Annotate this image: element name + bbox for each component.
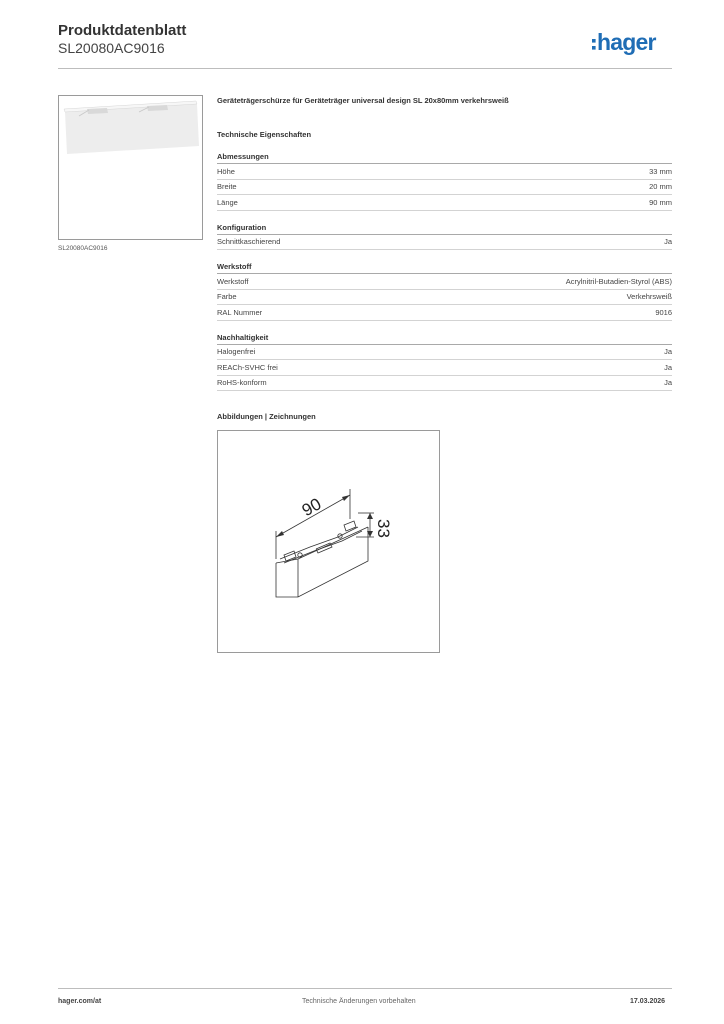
table-row — [217, 360, 672, 376]
row-label: Halogenfrei — [217, 347, 256, 357]
table-row — [217, 345, 672, 361]
table-row — [217, 235, 672, 251]
table-row — [217, 305, 672, 321]
group-sustainability — [217, 332, 672, 392]
group-title: Werkstoff — [217, 261, 672, 274]
table-row — [217, 164, 672, 180]
table-row — [217, 376, 672, 392]
row-value: Acrylnitril-Butadien-Styrol (ABS) — [565, 276, 672, 286]
row-label: REACh-SVHC frei — [217, 362, 278, 372]
row-label: RAL Nummer — [217, 307, 263, 317]
row-label: Höhe — [217, 166, 235, 176]
row-value: Ja — [664, 362, 672, 372]
product-image-caption: SL20080AC9016 — [58, 245, 108, 252]
row-label: Farbe — [217, 292, 237, 302]
length-dimension-label: 90 — [298, 494, 325, 521]
row-value: 33 mm — [649, 166, 672, 176]
product-headline: Geräteträgerschürze für Geräteträger universal design SL 20x80mm verkehrsweiß — [217, 96, 509, 105]
drawings-title: Abbildungen | Zeichnungen — [217, 412, 316, 421]
group-dimensions — [217, 151, 672, 211]
group-title: Nachhaltigkeit — [217, 332, 672, 345]
row-label: RoHS-konform — [217, 378, 267, 388]
hager-logo — [592, 30, 674, 56]
table-row — [217, 290, 672, 306]
row-label: Breite — [217, 182, 237, 192]
row-value: Verkehrsweiß — [626, 292, 672, 302]
table-row — [217, 180, 672, 196]
technical-properties-title: Technische Eigenschaften — [217, 130, 312, 139]
group-title: Abmessungen — [217, 151, 672, 164]
row-value: 20 mm — [649, 182, 672, 192]
group-configuration — [217, 222, 672, 251]
row-value: 9016 — [655, 307, 672, 317]
product-details — [217, 95, 672, 423]
row-value: Ja — [664, 347, 672, 357]
table-row — [217, 274, 672, 290]
header-divider — [58, 68, 672, 69]
group-title: Konfiguration — [217, 222, 672, 235]
table-row — [217, 195, 672, 211]
footer-date: 17.03.2026 — [630, 998, 666, 1005]
row-value: Ja — [664, 378, 672, 388]
product-image — [58, 95, 203, 240]
footer-website-link[interactable]: hager.com/at — [58, 998, 102, 1005]
row-value: Ja — [664, 237, 672, 247]
height-dimension-label: 33 — [374, 519, 393, 538]
group-material — [217, 261, 672, 321]
row-label: Werkstoff — [217, 276, 249, 286]
row-value: 90 mm — [649, 197, 672, 207]
page-title: Produktdatenblatt — [58, 22, 187, 39]
row-label: Länge — [217, 197, 238, 207]
logo-wordmark: hager — [597, 30, 656, 55]
row-label: Schnittkaschierend — [217, 237, 281, 247]
footer-divider — [58, 988, 672, 989]
product-code: SL20080AC9016 — [58, 40, 165, 56]
footer-notice: Technische Änderungen vorbehalten — [302, 998, 416, 1005]
technical-drawing — [217, 430, 440, 653]
